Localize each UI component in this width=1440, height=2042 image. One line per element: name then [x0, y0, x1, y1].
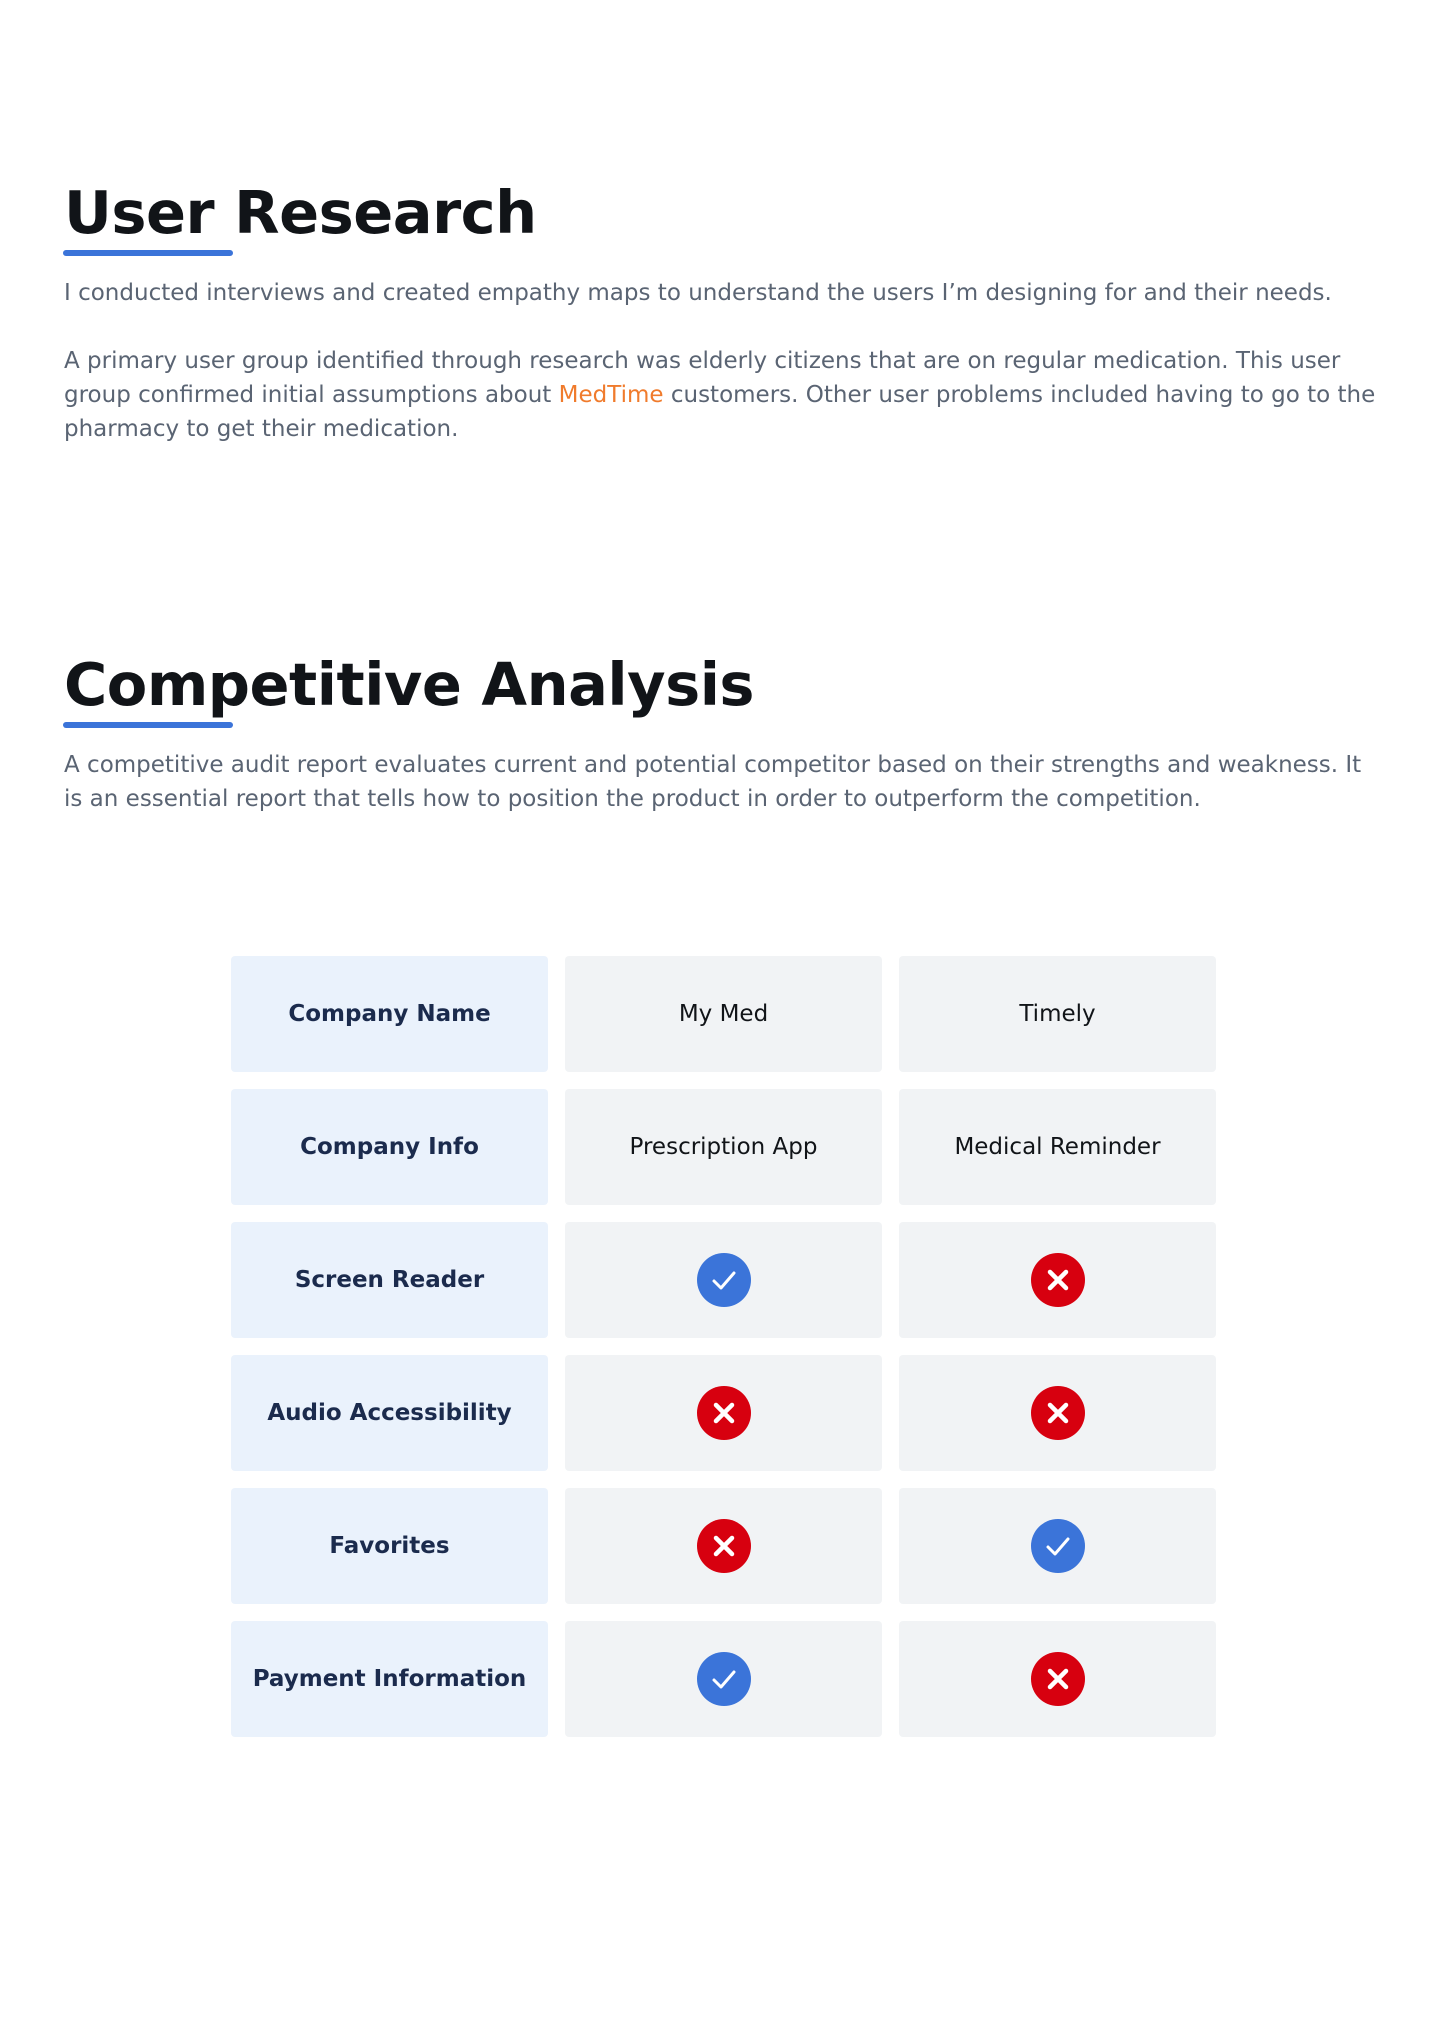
cell-timely-company-info: Medical Reminder — [899, 1089, 1216, 1205]
row-label-company-info: Company Info — [231, 1089, 548, 1205]
paragraph-text: A primary user group identified through research was elderly citizens that are on regular medication. This user group confirmed initial assumptions about — [64, 348, 1341, 408]
cell-timely-payment-information — [899, 1621, 1216, 1737]
competitive-analysis-title: Competitive Analysis — [64, 650, 755, 719]
cell-my-med-payment-information — [565, 1621, 882, 1737]
title-underline — [63, 722, 233, 728]
cell-timely-audio-accessibility — [899, 1355, 1216, 1471]
user-research-section — [64, 178, 1384, 446]
user-research-paragraph-1: I conducted interviews and created empathy maps to understand the users I’m designing for and their needs. — [64, 280, 1332, 306]
cross-icon — [1031, 1253, 1085, 1307]
competitive-analysis-section — [64, 650, 1384, 816]
row-label-screen-reader: Screen Reader — [231, 1222, 548, 1338]
cross-icon — [1031, 1652, 1085, 1706]
title-underline — [63, 250, 233, 256]
row-label-company-name: Company Name — [231, 956, 548, 1072]
cell-my-med-favorites — [565, 1488, 882, 1604]
competitive-audit-table — [231, 956, 1216, 1737]
cell-timely-favorites — [899, 1488, 1216, 1604]
row-label-audio-accessibility: Audio Accessibility — [231, 1355, 548, 1471]
check-icon — [697, 1253, 751, 1307]
paragraph-text: customers. Other user problems included having to go to the pharmacy to get their medication. — [64, 382, 1376, 442]
cell-my-med-screen-reader — [565, 1222, 882, 1338]
row-label-favorites: Favorites — [231, 1488, 548, 1604]
cell-timely-company-name: Timely — [899, 956, 1216, 1072]
cross-icon — [697, 1519, 751, 1573]
competitive-analysis-paragraph: A competitive audit report evaluates current and potential competitor based on their strengths and weakness. It is an essential report that tells how to position the product in order to outperform the competition. — [64, 752, 1362, 812]
cross-icon — [697, 1386, 751, 1440]
row-label-payment-information: Payment Information — [231, 1621, 548, 1737]
check-icon — [1031, 1519, 1085, 1573]
user-research-paragraph-2 — [64, 344, 1384, 446]
cell-my-med-audio-accessibility — [565, 1355, 882, 1471]
cell-my-med-company-info: Prescription App — [565, 1089, 882, 1205]
cell-my-med-company-name: My Med — [565, 956, 882, 1072]
check-icon — [697, 1652, 751, 1706]
user-research-title: User Research — [64, 178, 537, 247]
brand-name: MedTime — [558, 382, 664, 408]
cross-icon — [1031, 1386, 1085, 1440]
cell-timely-screen-reader — [899, 1222, 1216, 1338]
